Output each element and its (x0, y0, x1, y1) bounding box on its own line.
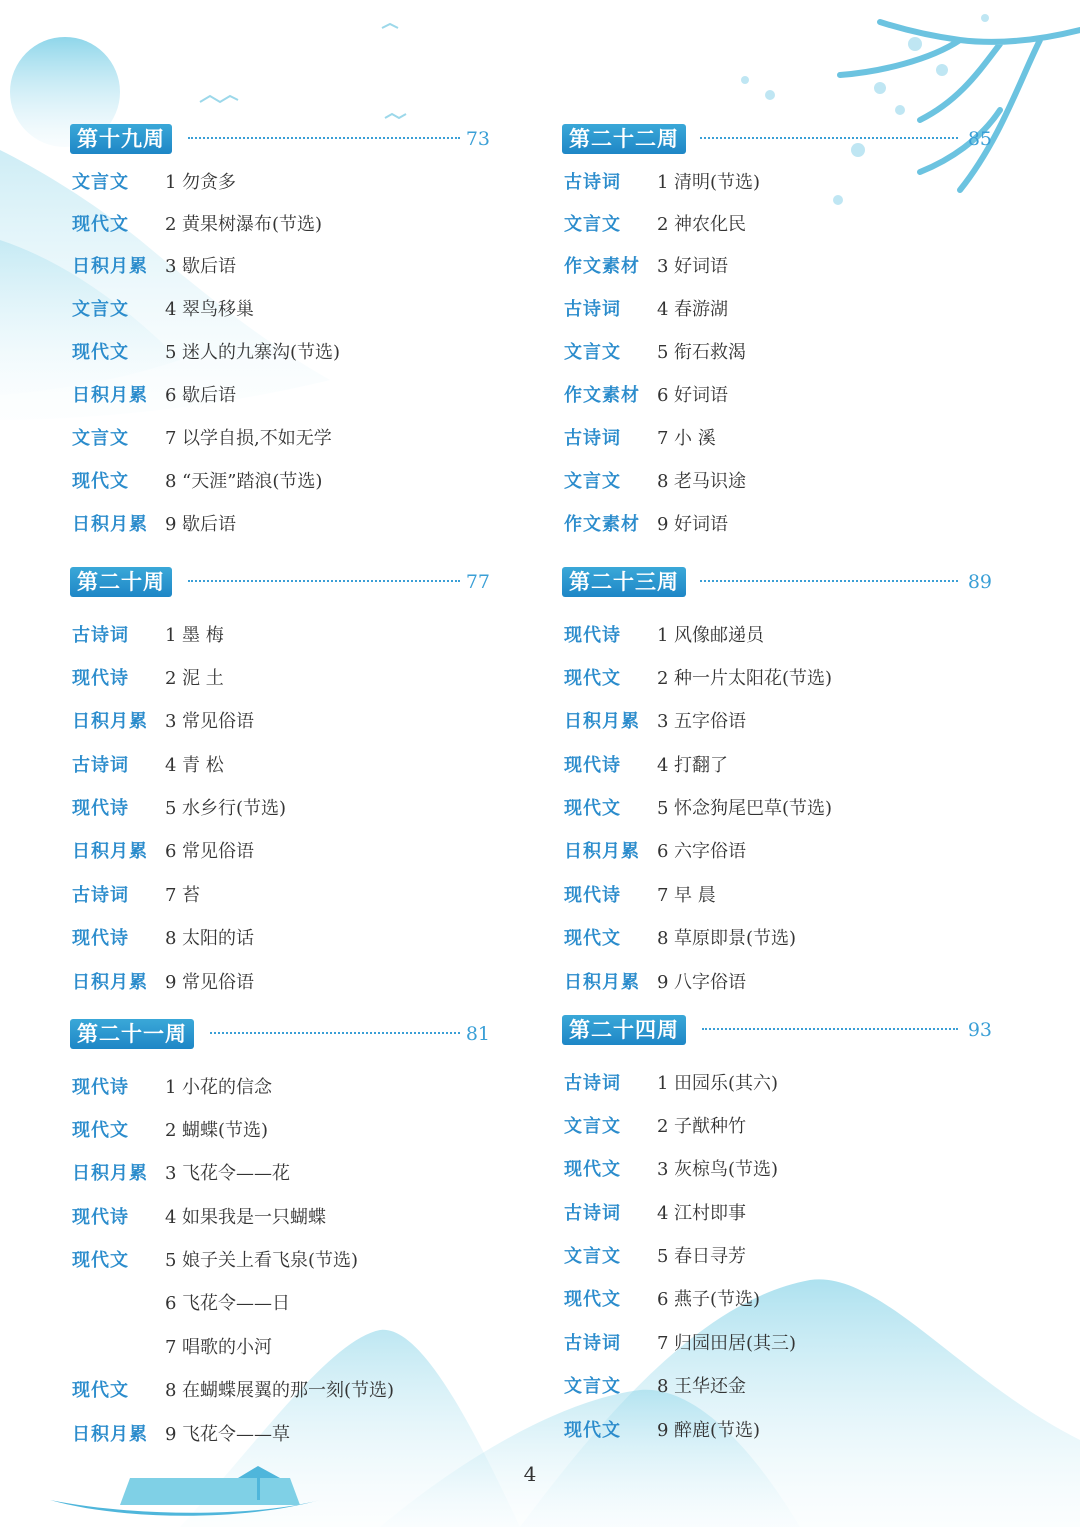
entry-number: 8 (657, 1376, 669, 1397)
entry-number: 3 (657, 1159, 669, 1180)
week-header (562, 567, 992, 601)
entry-number: 5 (657, 1246, 669, 1267)
entry-title: 娘子关上看飞泉(节选) (182, 1250, 359, 1271)
week-page-number: 73 (465, 128, 490, 150)
entry-category: 文言文 (564, 1116, 621, 1137)
entry-category: 日积月累 (72, 711, 148, 732)
entry-title: 如果我是一只蝴蝶 (182, 1207, 326, 1228)
entry-category: 现代诗 (72, 668, 129, 689)
entry-number: 7 (657, 885, 669, 906)
leader-dots (700, 580, 958, 582)
entry-number: 1 (657, 625, 669, 646)
entry-number: 3 (165, 711, 177, 732)
entry-category: 日积月累 (72, 1424, 148, 1445)
entry-title: 江村即事 (674, 1203, 746, 1224)
entry-number: 2 (165, 214, 177, 235)
week-page-number: 93 (967, 1019, 992, 1041)
entry-title: 泥 土 (182, 668, 224, 689)
entry-category: 日积月累 (72, 256, 148, 277)
entry-number: 6 (657, 841, 669, 862)
week-title: 第十九周 (70, 124, 172, 154)
entry-category: 日积月累 (564, 711, 640, 732)
entry-title: 春游湖 (674, 299, 728, 320)
entry-number: 4 (165, 1207, 177, 1228)
birds-icon (200, 24, 406, 118)
entry-number: 5 (165, 1250, 177, 1271)
entry-title: 以学自损,不如无学 (182, 428, 332, 449)
entry-category: 作文素材 (564, 385, 640, 406)
entry-number: 7 (165, 1337, 177, 1358)
entry-title: 在蝴蝶展翼的那一刻(节选) (182, 1380, 395, 1401)
entry-title: 歇后语 (182, 256, 236, 277)
entry-number: 3 (657, 711, 669, 732)
entry-category: 古诗词 (72, 885, 129, 906)
entry-title: 子猷种竹 (674, 1116, 746, 1137)
entry-title: 春日寻芳 (674, 1246, 746, 1267)
entry-category: 日积月累 (72, 385, 148, 406)
entry-number: 9 (165, 1424, 177, 1445)
entry-title: 常见俗语 (182, 841, 254, 862)
entry-category: 现代诗 (564, 625, 621, 646)
entry-category: 文言文 (564, 342, 621, 363)
entry-title: 歇后语 (182, 514, 236, 535)
leader-dots (210, 1032, 460, 1034)
entry-category: 现代文 (72, 1250, 129, 1271)
entry-category: 古诗词 (564, 1203, 621, 1224)
entry-number: 4 (657, 299, 669, 320)
entry-category: 现代文 (564, 1420, 621, 1441)
entry-title: 蝴蝶(节选) (182, 1120, 269, 1141)
entry-category: 现代诗 (72, 928, 129, 949)
entry-number: 6 (165, 1293, 177, 1314)
week-title: 第二十三周 (562, 567, 686, 597)
entry-category: 文言文 (72, 172, 129, 193)
entry-number: 8 (165, 928, 177, 949)
entry-category: 日积月累 (72, 1163, 148, 1184)
entry-title: 飞花令——草 (182, 1424, 290, 1445)
entry-category: 日积月累 (564, 841, 640, 862)
entry-category: 文言文 (564, 1376, 621, 1397)
entry-number: 6 (165, 385, 177, 406)
entry-title: 勿贪多 (182, 172, 236, 193)
entry-title: 常见俗语 (182, 972, 254, 993)
entry-title: 小 溪 (674, 428, 716, 449)
entry-title: 苔 (182, 885, 200, 906)
entry-category: 古诗词 (564, 1333, 621, 1354)
entry-category: 现代文 (72, 1380, 129, 1401)
entry-category: 现代文 (564, 798, 621, 819)
entry-number: 5 (165, 798, 177, 819)
entry-number: 7 (657, 1333, 669, 1354)
entry-title: 神农化民 (674, 214, 746, 235)
entry-title: 田园乐(其六) (674, 1073, 779, 1094)
entry-number: 7 (165, 885, 177, 906)
entry-category: 现代诗 (72, 1207, 129, 1228)
entry-category: 现代文 (564, 928, 621, 949)
entry-title: 水乡行(节选) (182, 798, 287, 819)
week-section-19 (70, 124, 490, 535)
entry-category: 现代文 (72, 1120, 129, 1141)
entry-category: 日积月累 (564, 972, 640, 993)
entry-number: 1 (165, 625, 177, 646)
entry-category: 现代诗 (72, 1077, 129, 1098)
entry-category: 古诗词 (564, 1073, 621, 1094)
entry-title: 好词语 (674, 514, 728, 535)
page-number: 4 (523, 1462, 537, 1486)
entry-category: 文言文 (564, 471, 621, 492)
week-header (70, 124, 490, 158)
entry-title: 歇后语 (182, 385, 236, 406)
entry-title: 王华还金 (674, 1376, 746, 1397)
entry-number: 2 (657, 1116, 669, 1137)
week-page-number: 85 (967, 128, 992, 150)
entry-category: 日积月累 (72, 972, 148, 993)
entry-title: 醉鹿(节选) (674, 1420, 761, 1441)
leader-dots (188, 580, 460, 582)
week-header (562, 124, 992, 158)
entry-category: 古诗词 (564, 428, 621, 449)
entry-category: 文言文 (564, 1246, 621, 1267)
entry-title: 灰椋鸟(节选) (674, 1159, 779, 1180)
entry-title: 好词语 (674, 385, 728, 406)
entry-category: 现代诗 (564, 755, 621, 776)
entry-number: 9 (165, 514, 177, 535)
entry-title: 墨 梅 (182, 625, 224, 646)
leader-dots (702, 1028, 958, 1030)
entry-category: 文言文 (72, 428, 129, 449)
entry-number: 3 (165, 1163, 177, 1184)
entry-title: 翠鸟移巢 (182, 299, 254, 320)
week-page-number: 81 (465, 1023, 490, 1045)
entry-number: 4 (165, 755, 177, 776)
entry-category: 现代文 (564, 1289, 621, 1310)
week-title: 第二十一周 (70, 1019, 194, 1049)
entry-number: 6 (165, 841, 177, 862)
branch-icon (741, 14, 1080, 205)
entry-title: 唱歌的小河 (182, 1337, 272, 1358)
week-page-number: 77 (465, 571, 490, 593)
entry-number: 2 (165, 668, 177, 689)
entry-category: 现代文 (72, 214, 129, 235)
week-section-23 (562, 567, 992, 993)
entry-number: 1 (165, 1077, 177, 1098)
entry-title: 飞花令——花 (182, 1163, 290, 1184)
entry-title: 五字俗语 (674, 711, 746, 732)
week-title: 第二十四周 (562, 1015, 686, 1045)
entry-title: 常见俗语 (182, 711, 254, 732)
entry-number: 7 (165, 428, 177, 449)
entry-category: 日积月累 (72, 841, 148, 862)
leader-dots (188, 137, 460, 139)
entry-number: 5 (657, 342, 669, 363)
entry-title: 青 松 (182, 755, 224, 776)
entry-category: 作文素材 (564, 256, 640, 277)
week-title: 第二十二周 (562, 124, 686, 154)
week-page-number: 89 (967, 571, 992, 593)
leader-dots (700, 137, 958, 139)
entry-number: 7 (657, 428, 669, 449)
entry-title: 太阳的话 (182, 928, 254, 949)
entry-number: 3 (657, 256, 669, 277)
entry-number: 9 (657, 972, 669, 993)
week-section-21 (70, 1019, 490, 1445)
entry-category: 现代文 (564, 1159, 621, 1180)
entry-title: 飞花令——日 (182, 1293, 290, 1314)
entry-number: 8 (165, 1380, 177, 1401)
entry-title: 老马识途 (674, 471, 746, 492)
entry-category: 古诗词 (564, 299, 621, 320)
entry-number: 9 (657, 1420, 669, 1441)
entry-number: 8 (165, 471, 177, 492)
week-header (562, 1015, 992, 1049)
entry-title: 衔石救渴 (674, 342, 746, 363)
entry-category: 文言文 (564, 214, 621, 235)
entry-number: 5 (165, 342, 177, 363)
entry-title: 迷人的九寨沟(节选) (182, 342, 341, 363)
entry-number: 9 (657, 514, 669, 535)
entry-title: 早 晨 (674, 885, 716, 906)
entry-category: 文言文 (72, 299, 129, 320)
entry-category: 现代文 (564, 668, 621, 689)
entry-number: 6 (657, 1289, 669, 1310)
entry-title: 小花的信念 (182, 1077, 272, 1098)
entry-category: 现代文 (72, 342, 129, 363)
entry-title: 种一片太阳花(节选) (674, 668, 833, 689)
week-title: 第二十周 (70, 567, 172, 597)
entry-category: 古诗词 (72, 625, 129, 646)
entry-category: 现代诗 (564, 885, 621, 906)
entry-title: 草原即景(节选) (674, 928, 797, 949)
entry-number: 1 (165, 172, 177, 193)
entry-number: 5 (657, 798, 669, 819)
entry-number: 4 (165, 299, 177, 320)
entry-category: 古诗词 (564, 172, 621, 193)
entry-category: 现代文 (72, 471, 129, 492)
week-section-24 (562, 1015, 992, 1441)
entry-number: 2 (165, 1120, 177, 1141)
entry-title: 归园田居(其三) (674, 1333, 797, 1354)
week-header (70, 1019, 490, 1053)
entry-title: 八字俗语 (674, 972, 746, 993)
entry-number: 2 (657, 668, 669, 689)
week-section-22 (562, 124, 992, 535)
entry-category: 古诗词 (72, 755, 129, 776)
entry-title: 怀念狗尾巴草(节选) (674, 798, 833, 819)
entry-number: 4 (657, 755, 669, 776)
entry-title: 六字俗语 (674, 841, 746, 862)
entry-number: 8 (657, 471, 669, 492)
entry-title: 清明(节选) (674, 172, 761, 193)
entry-title: 黄果树瀑布(节选) (182, 214, 323, 235)
entry-title: 打翻了 (674, 755, 728, 776)
entry-category: 作文素材 (564, 514, 640, 535)
entry-number: 3 (165, 256, 177, 277)
entry-number: 1 (657, 172, 669, 193)
week-section-20 (70, 567, 490, 993)
entry-title: 燕子(节选) (674, 1289, 761, 1310)
entry-number: 9 (165, 972, 177, 993)
entry-title: 风像邮递员 (674, 625, 764, 646)
entry-number: 2 (657, 214, 669, 235)
entry-number: 1 (657, 1073, 669, 1094)
entry-number: 8 (657, 928, 669, 949)
entry-category: 现代诗 (72, 798, 129, 819)
entry-title: “天涯”踏浪(节选) (182, 471, 323, 492)
entry-number: 4 (657, 1203, 669, 1224)
entry-category: 日积月累 (72, 514, 148, 535)
week-header (70, 567, 490, 601)
entry-title: 好词语 (674, 256, 728, 277)
entry-number: 6 (657, 385, 669, 406)
